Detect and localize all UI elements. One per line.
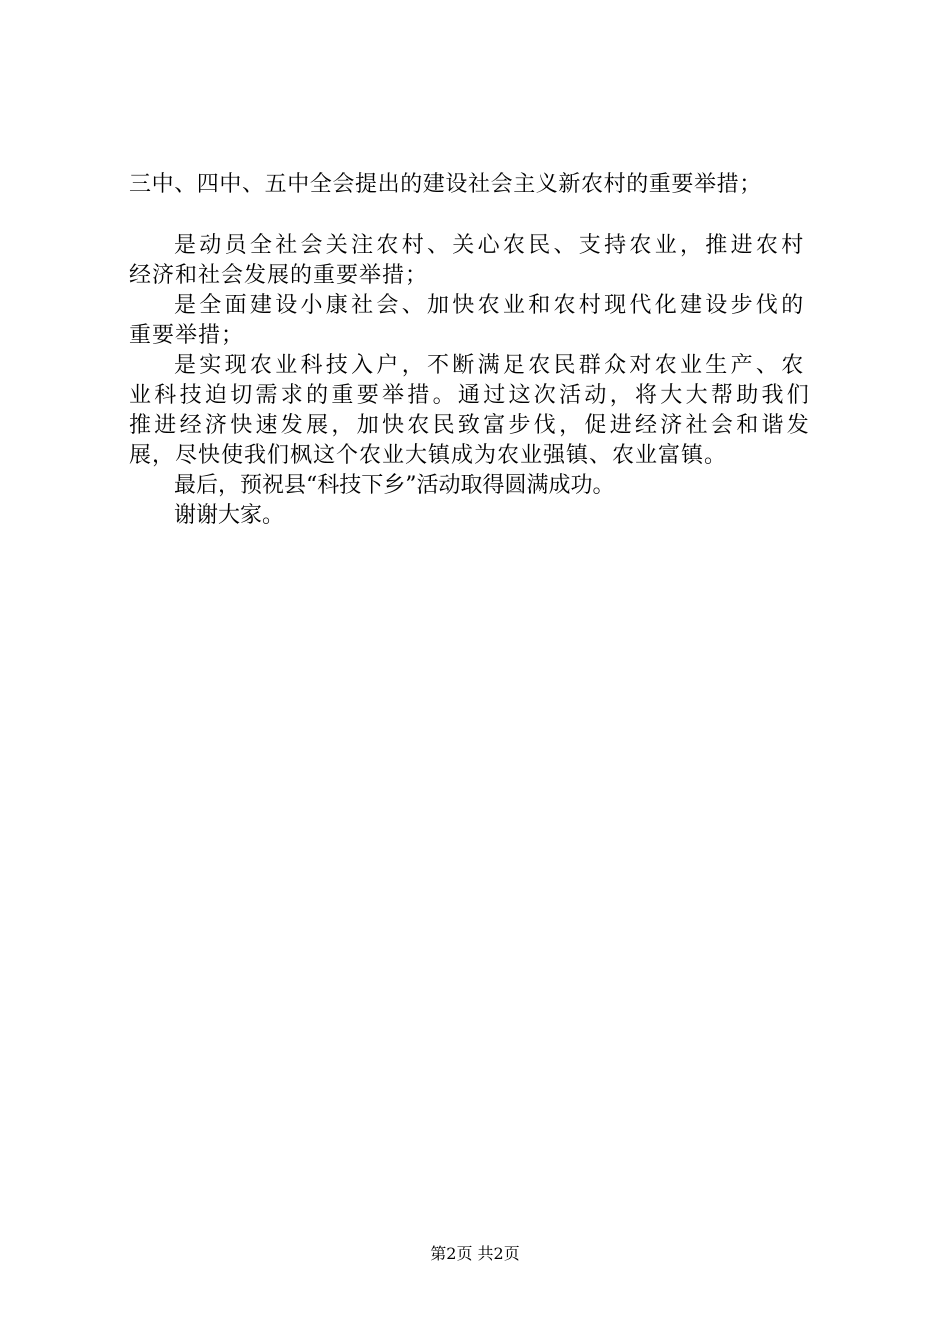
page-footer: 第2页 共2页 [430, 1244, 520, 1263]
paragraph-line: 业科技迫切需求的重要举措。通过这次活动，将大大帮助我们 [129, 383, 813, 408]
paragraph-line: 三中、四中、五中全会提出的建设社会主义新农村的重要举措； [129, 172, 762, 197]
paragraph-line: 谢谢大家。 [174, 503, 285, 528]
paragraph-line: 展，尽快使我们枫这个农业大镇成为农业强镇、农业富镇。 [129, 443, 728, 468]
paragraph-line: 是全面建设小康社会、加快农业和农村现代化建设步伐的 [174, 293, 807, 318]
paragraph-line: 推进经济快速发展，加快农民致富步伐，促进经济社会和谐发 [129, 413, 813, 438]
paragraph-line: 最后，预祝县“科技下乡”活动取得圆满成功。 [174, 473, 615, 498]
paragraph-line: 重要举措； [129, 323, 245, 348]
paragraph-line: 经济和社会发展的重要举措； [129, 263, 429, 288]
paragraph-gap [129, 200, 844, 231]
paragraph-line: 是实现农业科技入户，不断满足农民群众对农业生产、农 [174, 353, 807, 378]
document-body [129, 170, 844, 531]
paragraph-line: 是动员全社会关注农村、关心农民、支持农业，推进农村 [174, 233, 807, 258]
